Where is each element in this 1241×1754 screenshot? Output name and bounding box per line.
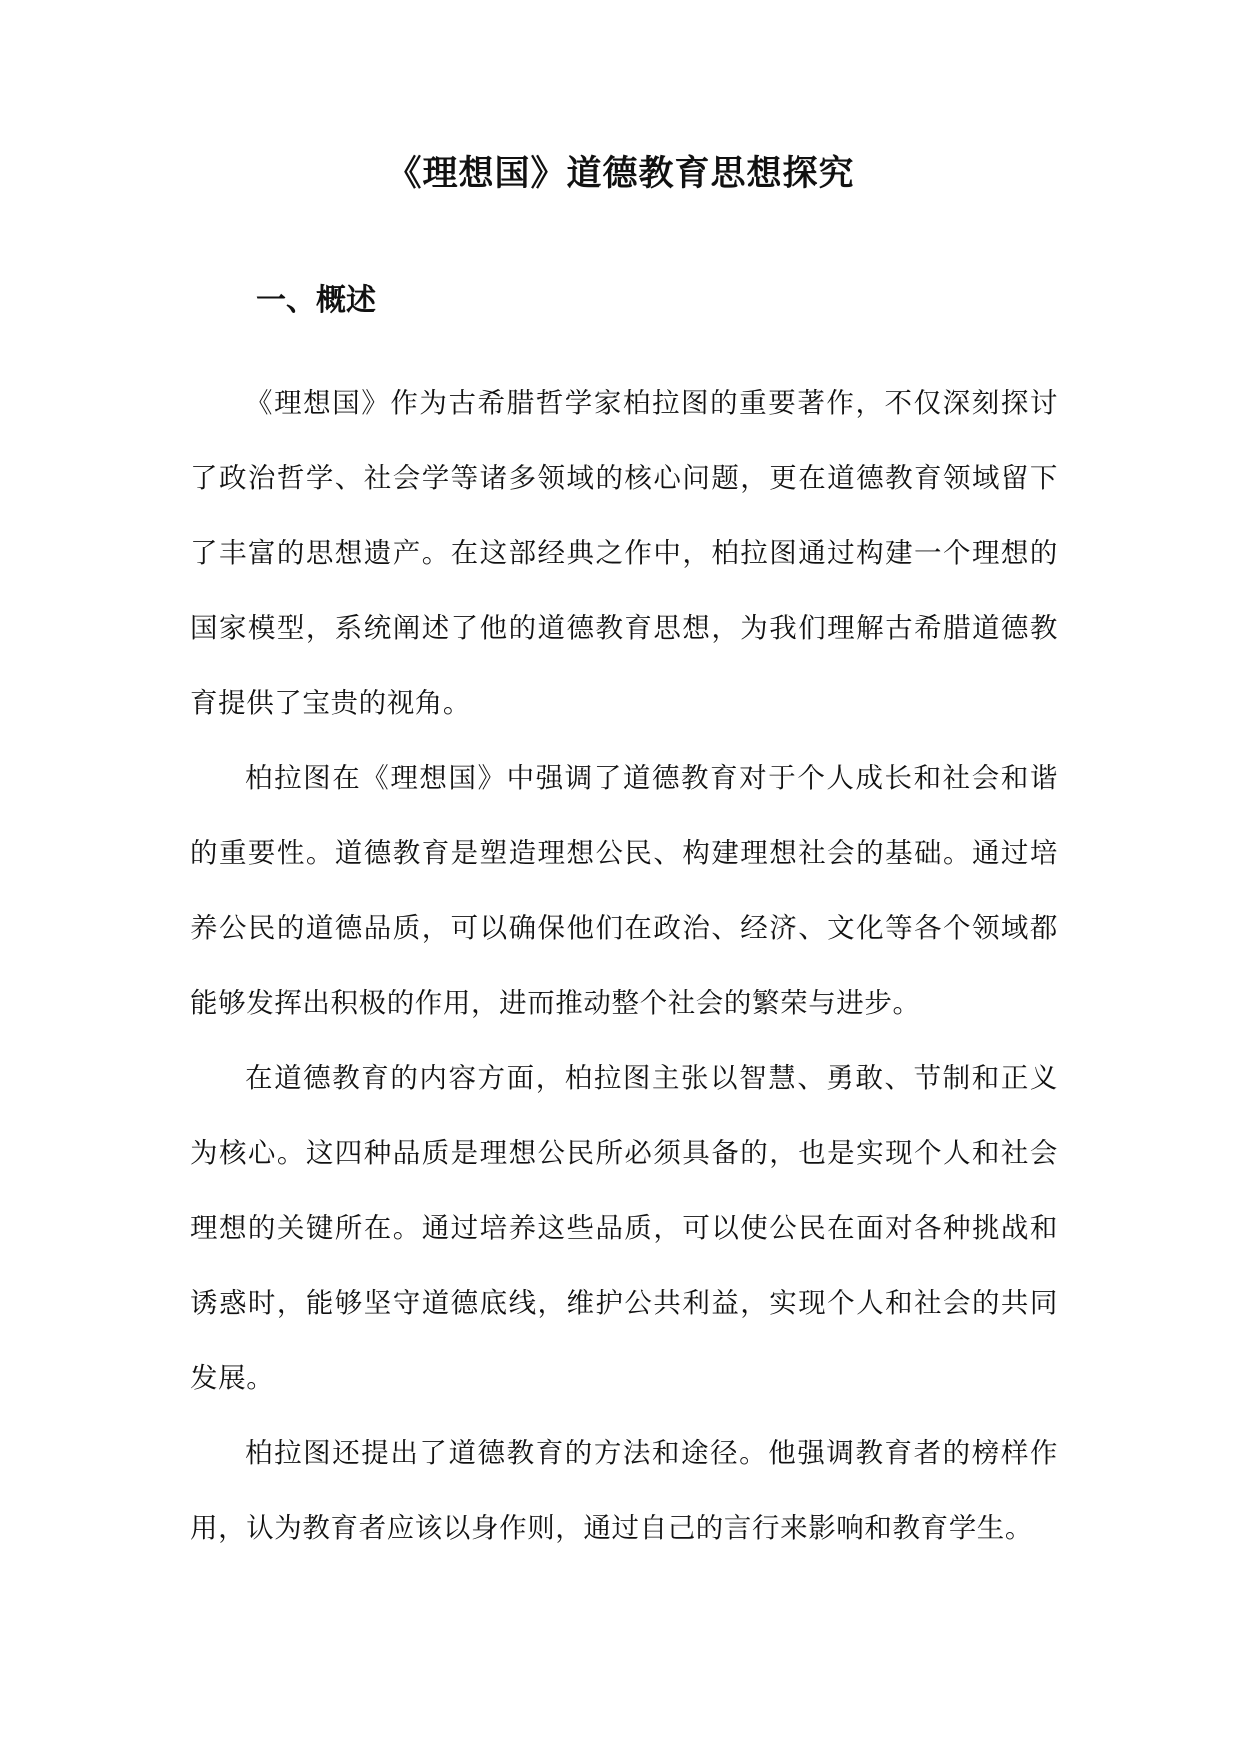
paragraph-1: 《理想国》作为古希腊哲学家柏拉图的重要著作，不仅深刻探讨了政治哲学、社会学等诸多领域的核心问题，更在道德教育领域留下了丰富的思想遗产。在这部经典之作中，柏拉图通过构建一个理想的国家模型，系统阐述了他的道德教育思想，为我们理解古希腊道德教育提供了宝贵的视角。 xyxy=(190,387,1058,719)
paragraph-2: 柏拉图在《理想国》中强调了道德教育对于个人成长和社会和谐的重要性。道德教育是塑造理想公民、构建理想社会的基础。通过培养公民的道德品质，可以确保他们在政治、经济、文化等各个领域都能够发挥出积极的作用，进而推动整个社会的繁荣与进步。 xyxy=(190,762,1058,1019)
document-title: 《理想国》道德教育思想探究 xyxy=(386,154,855,194)
paragraph-3: 在道德教育的内容方面，柏拉图主张以智慧、勇敢、节制和正义为核心。这四种品质是理想公民所必须具备的，也是实现个人和社会理想的关键所在。通过培养这些品质，可以使公民在面对各种挑战和诱惑时，能够坚守道德底线，维护公共利益，实现个人和社会的共同发展。 xyxy=(190,1062,1058,1394)
paragraph-4: 柏拉图还提出了道德教育的方法和途径。他强调教育者的榜样作用，认为教育者应该以身作则，通过自己的言行来影响和教育学生。 xyxy=(190,1437,1058,1544)
section-heading: 一、概述 xyxy=(256,283,376,318)
body-text xyxy=(190,366,1058,1566)
